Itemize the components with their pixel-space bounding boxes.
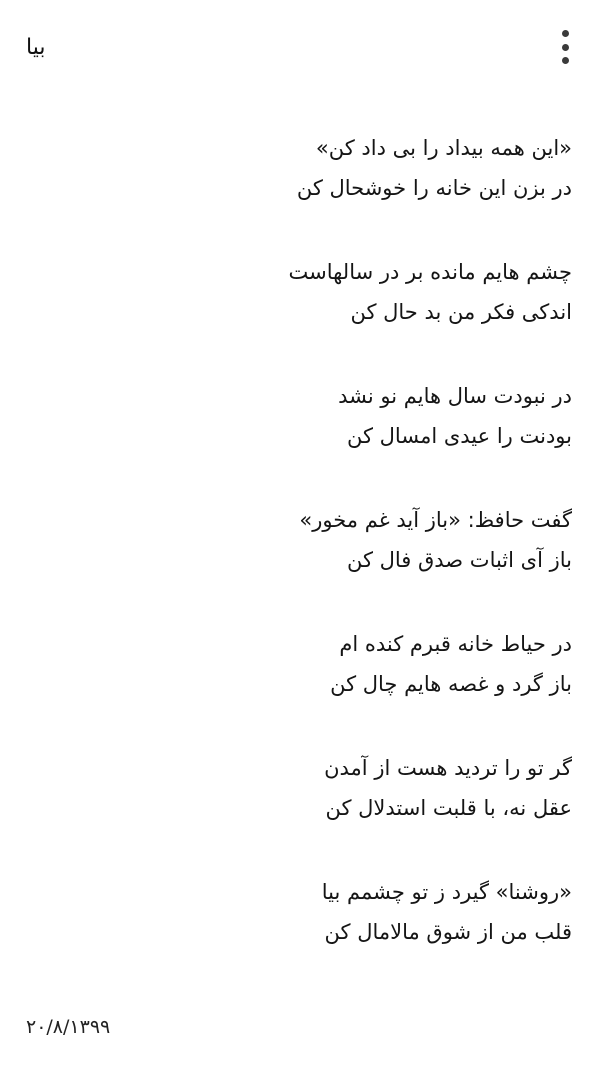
stanza-2	[28, 252, 572, 332]
more-vertical-icon	[562, 30, 569, 37]
poem-line: «روشنا» گیرد ز تو چشمم بیا	[321, 880, 572, 904]
app-header	[0, 0, 600, 96]
poem-line: چشم هایم مانده بر در سالهاست	[288, 260, 572, 284]
poem-line: قلب من از شوق مالامال کن	[324, 920, 572, 944]
more-options-button[interactable]	[556, 30, 574, 64]
post-date: ۲۰/۸/۱۳۹۹	[26, 1016, 111, 1038]
poem-line: بودنت را عیدی امسال کن	[347, 424, 572, 448]
poem-line: باز گرد و غصه هایم چال کن	[330, 672, 572, 696]
stanza-4	[28, 500, 572, 580]
poem-line: در بزن این خانه را خوشحال کن	[296, 176, 572, 200]
poem-body	[28, 128, 572, 952]
stanza-5	[28, 624, 572, 704]
stanza-1	[28, 128, 572, 208]
poem-line: اندکی فکر من بد حال کن	[350, 300, 572, 324]
poem-line: باز آی اثبات صدق فال کن	[346, 548, 572, 572]
poem-line: «این همه بیداد را بی داد کن»	[315, 136, 572, 160]
poem-line: در نبودت سال هایم نو نشد	[338, 384, 572, 408]
poem-line: گفت حافظ: «باز آید غم مخور»	[299, 508, 572, 532]
page-title: بیا	[26, 35, 46, 60]
stanza-3	[28, 376, 572, 456]
poem-line: در حیاط خانه قبرم کنده ام	[339, 632, 572, 656]
stanza-7	[28, 872, 572, 952]
stanza-6	[28, 748, 572, 828]
poem-line: عقل نه، با قلبت استدلال کن	[325, 796, 572, 820]
poem-line: گر تو را تردید هست از آمدن	[324, 756, 572, 780]
